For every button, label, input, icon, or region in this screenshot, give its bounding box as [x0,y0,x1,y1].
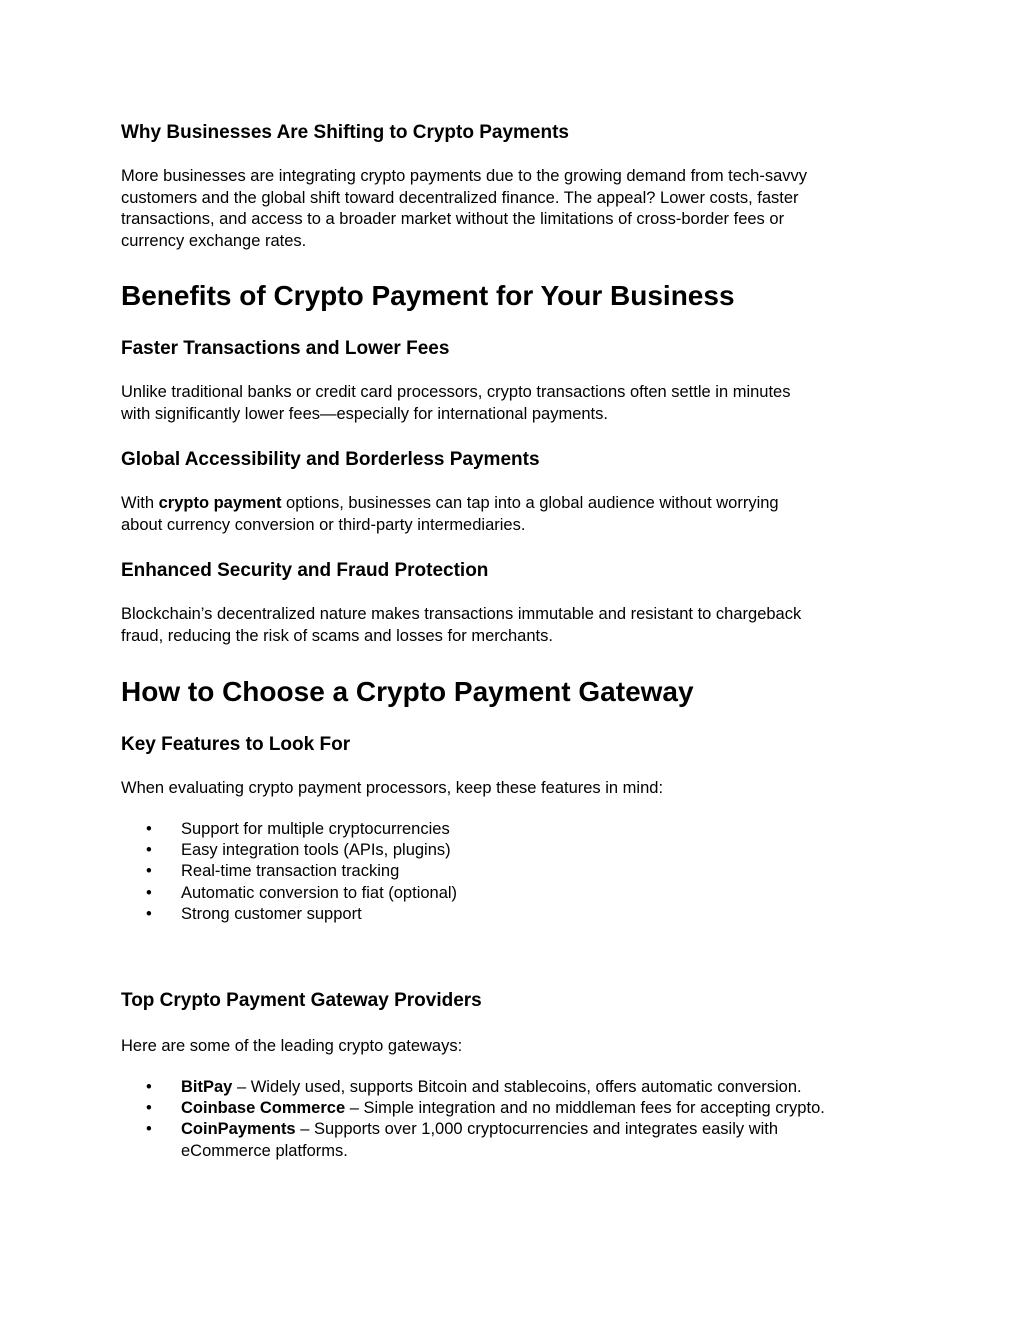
text-line [121,493,779,515]
bold-term-crypto-payment: crypto payment [158,494,282,512]
heading-key-features: Key Features to Look For [121,734,351,755]
text-line: More businesses are integrating crypto payments due to the growing demand from tech-savvy [121,167,808,185]
heading-benefits: Benefits of Crypto Payment for Your Business [121,280,735,311]
list-item [121,904,457,925]
bullet: • [146,1120,152,1139]
list-item-bitpay [121,1077,825,1098]
list-item-text: Strong customer support [181,904,362,923]
text-line [181,1119,825,1140]
text-line: fraud, reducing the risk of scams and losses for merchants. [121,626,553,645]
heading-faster-transactions: Faster Transactions and Lower Fees [121,338,450,359]
provider-description: – Widely used, supports Bitcoin and stablecoins, offers automatic conversion. [232,1078,802,1096]
bullet: • [146,904,152,923]
provider-description: – Simple integration and no middleman fees for accepting crypto. [345,1099,825,1118]
provider-description: – Supports over 1,000 cryptocurrencies and integrates easily with [295,1120,779,1139]
text-line: about currency conversion or third-party intermediaries. [121,515,526,534]
text-line: with significantly lower fees—especially for international payments. [121,404,608,423]
paragraph-enhanced-security [121,604,801,647]
bullet: • [146,820,152,838]
list-item [121,861,457,882]
list-item [121,883,457,904]
text-line: Unlike traditional banks or credit card processors, crypto transactions often settle in minutes [121,383,791,401]
paragraph-why-businesses [121,166,807,252]
list-item-text: Automatic conversion to fiat (optional) [181,883,458,902]
paragraph-global-accessibility [121,493,779,536]
paragraph-providers-intro: Here are some of the leading crypto gateways: [121,1037,463,1055]
providers-list [121,1077,825,1162]
text-prefix: With [121,494,159,512]
bullet: • [146,841,152,860]
list-item-text: Easy integration tools (APIs, plugins) [181,841,451,860]
provider-name: Coinbase Commerce [181,1099,346,1118]
heading-why-businesses: Why Businesses Are Shifting to Crypto Payments [121,122,569,143]
list-item-text: Real-time transaction tracking [181,862,400,881]
paragraph-key-features-intro: When evaluating crypto payment processors, keep these features in mind: [121,779,664,797]
heading-top-providers: Top Crypto Payment Gateway Providers [121,990,482,1011]
heading-enhanced-security: Enhanced Security and Fraud Protection [121,560,489,581]
heading-how-to-choose: How to Choose a Crypto Payment Gateway [121,676,694,707]
text-line: transactions, and access to a broader market without the limitations of cross-border fees or [121,210,785,228]
text-line: eCommerce platforms. [181,1141,348,1160]
bullet: • [146,883,152,902]
paragraph-faster-transactions [121,382,790,425]
text-suffix: options, businesses can tap into a global audience without worrying [281,494,779,512]
text-line: Blockchain’s decentralized nature makes transactions immutable and resistant to chargeback [121,605,802,623]
bullet: • [146,1078,152,1096]
bullet: • [146,862,152,881]
text-line: customers and the global shift toward decentralized finance. The appeal? Lower costs, faster [121,188,799,207]
list-item [121,840,457,861]
features-list [121,819,457,925]
provider-name: CoinPayments [181,1120,296,1139]
list-item [121,819,457,840]
list-item-text: Support for multiple cryptocurrencies [181,820,450,838]
text-line: currency exchange rates. [121,231,307,250]
heading-global-accessibility: Global Accessibility and Borderless Payments [121,449,540,470]
bullet: • [146,1099,152,1118]
list-item-coinpayments [121,1119,825,1161]
list-item-coinbase-commerce [121,1098,825,1119]
provider-name: BitPay [181,1078,233,1096]
